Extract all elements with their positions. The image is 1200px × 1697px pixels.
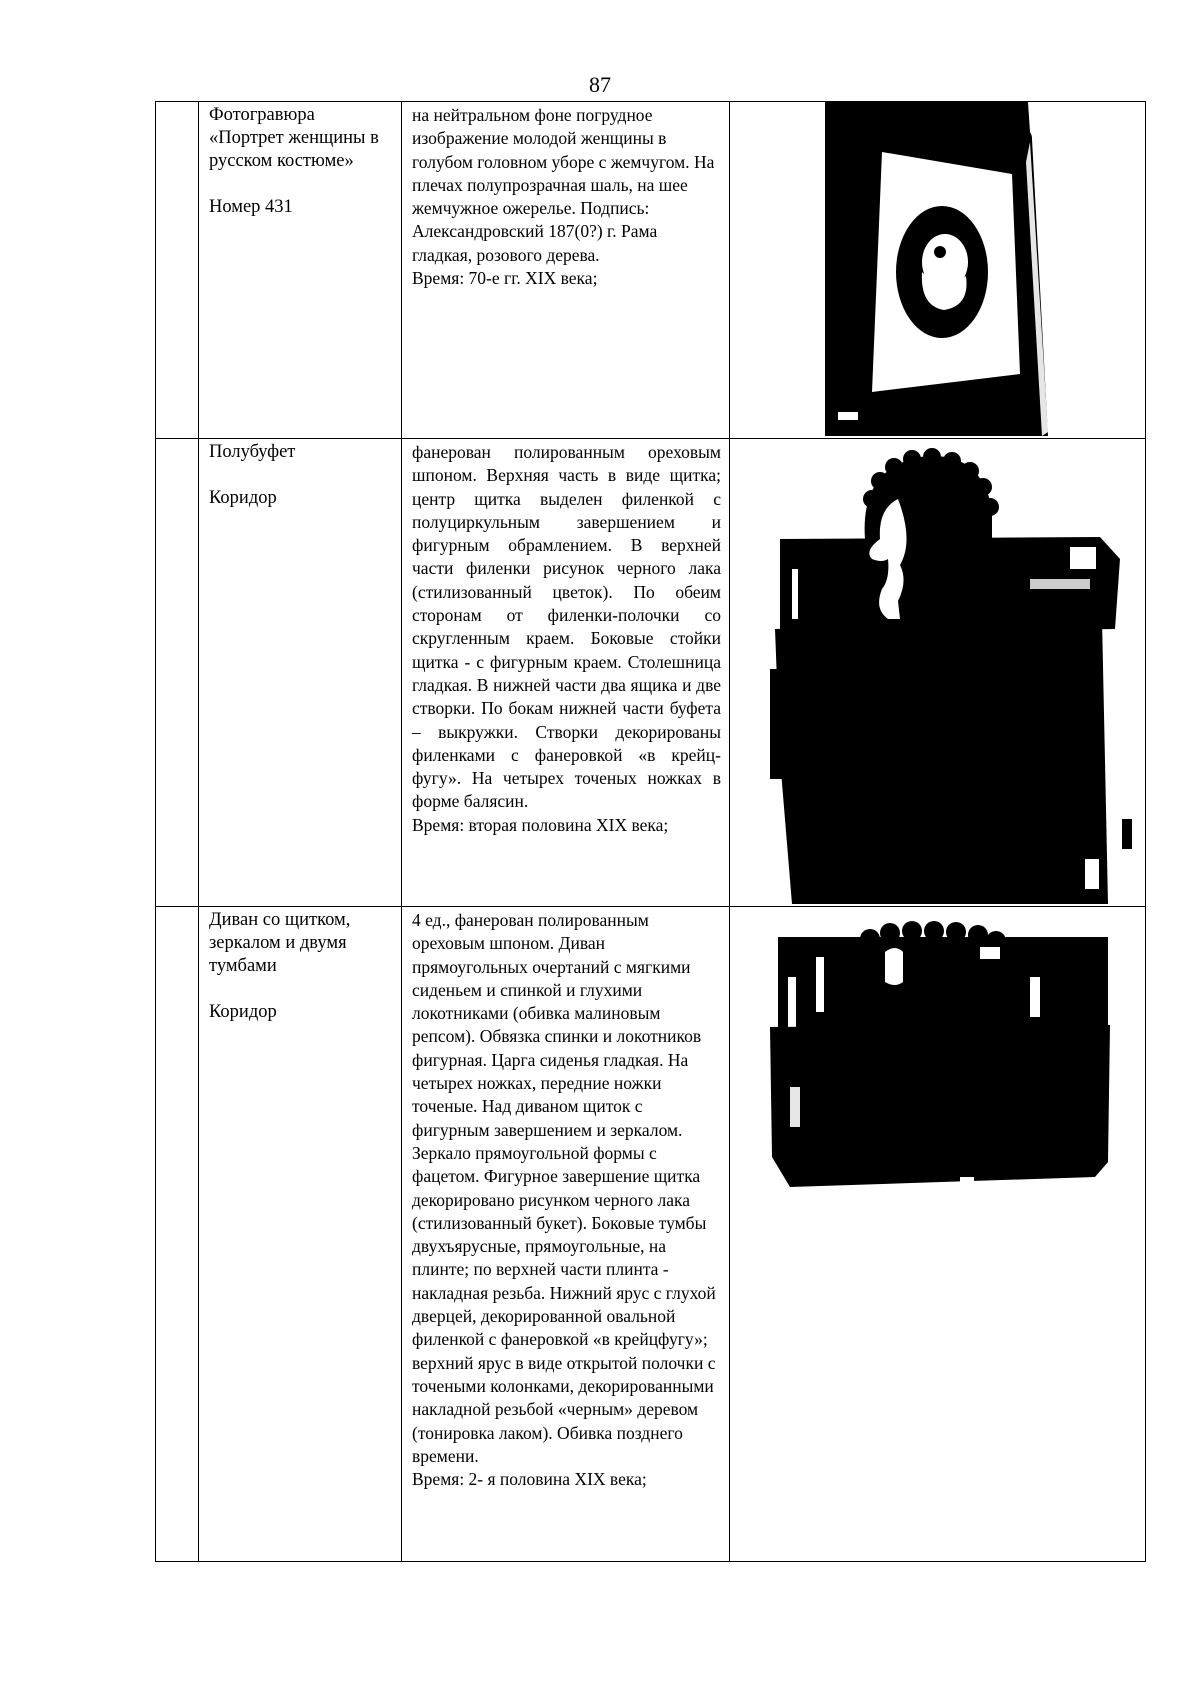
item-name-cell xyxy=(199,102,402,439)
item-name-cell xyxy=(199,439,402,907)
item-name-cell xyxy=(199,907,402,1562)
framed-portrait-photo xyxy=(730,102,1146,436)
item-description-cell xyxy=(402,907,730,1562)
item-location: Номер 431 xyxy=(209,197,293,217)
item-description-cell xyxy=(402,439,730,907)
sideboard-photo xyxy=(730,439,1146,904)
item-description: на нейтральном фоне погрудное изображение молодой женщины в голубом головном уборе с жемчугом. На плечах полупрозрачная шаль, на шее жемчужное ожерелье. Подпись: Александровский 187(0?) г. Рама гладкая, розового дерева. xyxy=(412,105,715,265)
page-number: 87 xyxy=(589,72,611,97)
index-cell xyxy=(156,102,199,439)
sofa-photo xyxy=(730,907,1146,1559)
index-cell xyxy=(156,439,199,907)
item-description: фанерован полированным ореховым шпоном. Верхняя часть в виде щитка; центр щитка выделен филенкой с полуциркульным завершением и фигурным обрамлением. В верхней части филенки рисунок черного лака (стилизованный цветок). По обеим сторонам от филенки-полочки со скругленным краем. Боковые стойки щитка - с фигурным краем. Столешница гладкая. В нижней части два ящика и две створки. По бокам нижней части буфета – выкружки. Створки декорированы филенками с фанеровкой «в крейц-фугу». На четырех точеных ножках в форме балясин. xyxy=(412,442,721,812)
item-name: Диван со щитком, зеркалом и двумя тумбами xyxy=(209,910,351,976)
item-description: 4 ед., фанерован полированным ореховым шпоном. Диван прямоугольных очертаний с мягкими сиденьем и спинкой и глухими локотниками (обивка малиновым репсом). Обвязка спинки и локотников фигурная. Царга сиденья гладкая. На четырех ножках, передние ножки точеные. Над диваном щиток с фигурным завершением и зеркалом. Зеркало прямоугольной формы с фацетом. Фигурное завершение щитка декорировано рисунком черного лака (стилизованный букет). Боковые тумбы двухъярусные, прямоугольные, на плинте; по верхней части плинта - накладная резьба. Нижний ярус с глухой дверцей, декорированной овальной филенкой с фанеровкой «в крейцфугу»; верхний ярус в виде открытой полочки с точеными колонками, декорированными накладной резьбой «черным» деревом (тонировка лаком). Обивка позднего времени. xyxy=(412,910,716,1466)
item-name: Фотогравюра «Портрет женщины в русском костюме» xyxy=(209,105,379,171)
item-time: Время: 70-е гг. XIX века; xyxy=(412,268,598,289)
item-photo-cell xyxy=(730,102,1146,439)
inventory-table xyxy=(155,101,1146,1562)
table-row xyxy=(156,907,1146,1562)
item-photo-cell xyxy=(730,439,1146,907)
table-row xyxy=(156,439,1146,907)
item-description-cell xyxy=(402,102,730,439)
table-row xyxy=(156,102,1146,439)
item-photo-cell xyxy=(730,907,1146,1562)
item-location: Коридор xyxy=(209,488,277,508)
index-cell xyxy=(156,907,199,1562)
item-location: Коридор xyxy=(209,1002,277,1022)
item-name: Полубуфет xyxy=(209,442,296,462)
item-time: Время: 2- я половина XIX века; xyxy=(412,1469,647,1490)
item-time: Время: вторая половина XIX века; xyxy=(412,814,669,835)
